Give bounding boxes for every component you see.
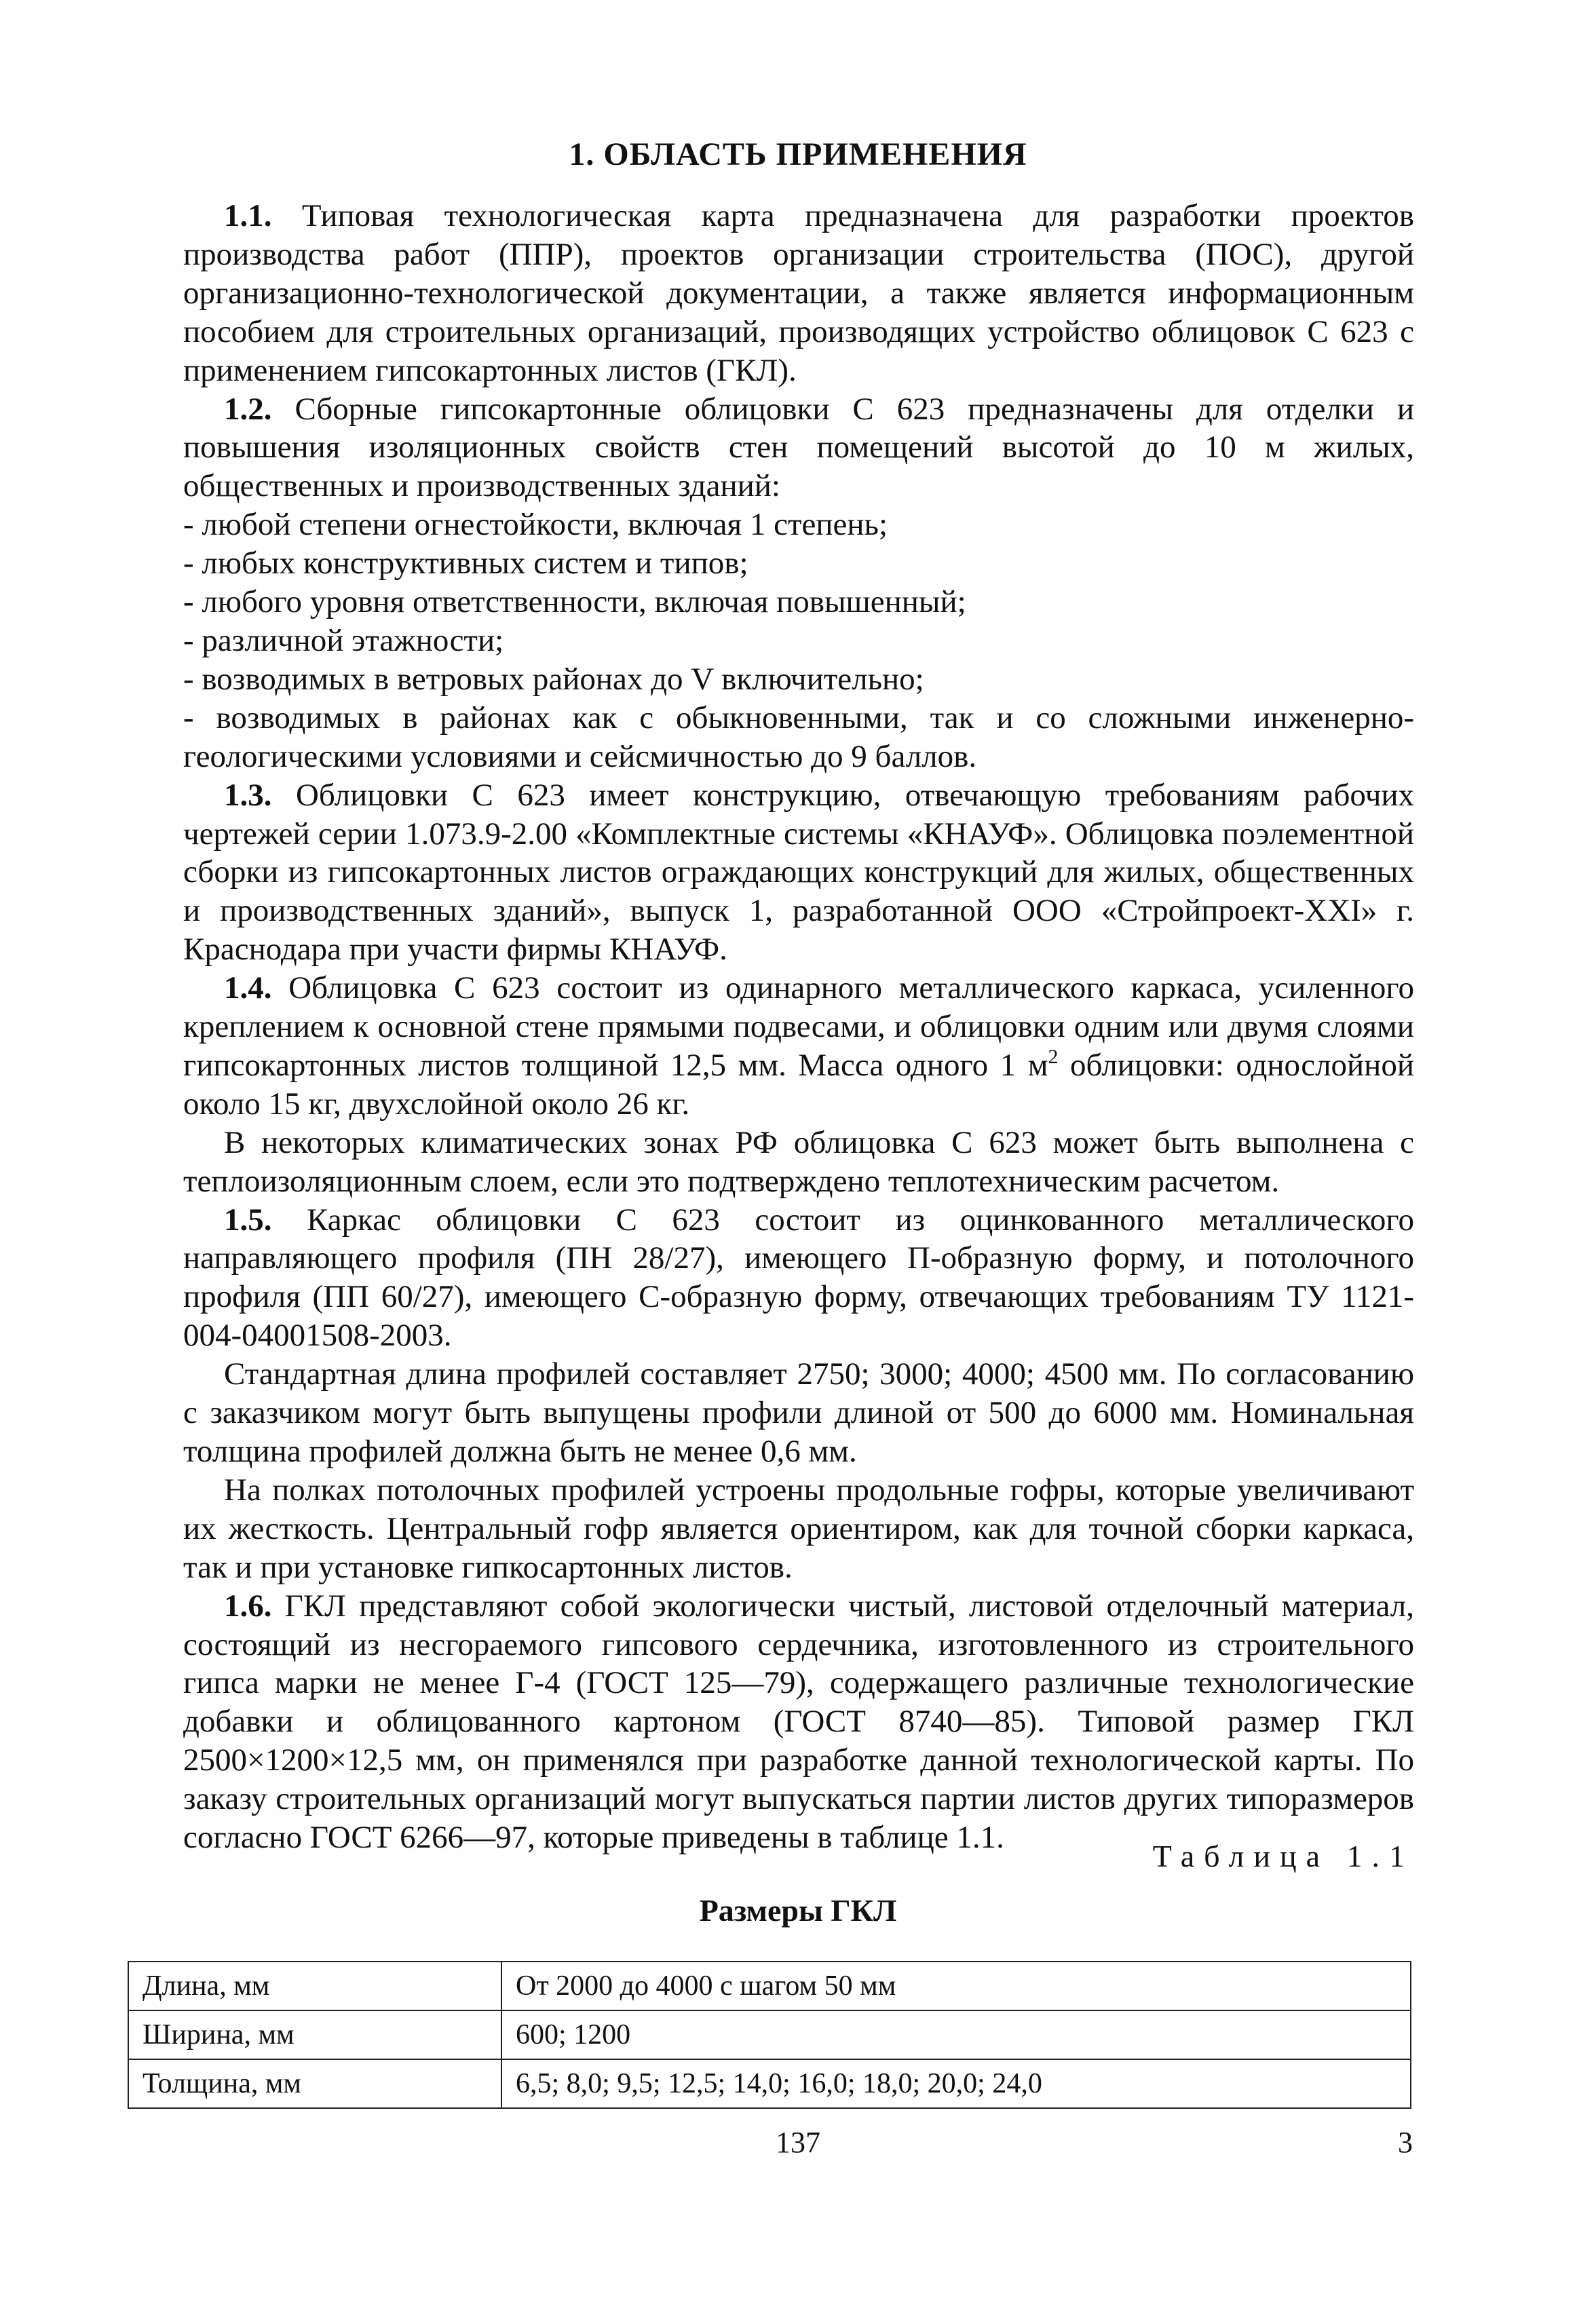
section-heading: 1. ОБЛАСТЬ ПРИМЕНЕНИЯ	[569, 136, 1027, 172]
list-item: - различной этажности;	[183, 622, 504, 658]
list-item: - любого уровня ответственности, включая повышенный;	[183, 584, 966, 620]
list-item: - возводимых в районах как с обыкновенными, так и со сложными инженерно-геологическими условиями и сейсмичностью до 9 баллов.	[183, 700, 1414, 774]
paragraph-text: Сборные гипсокартонные облицовки С 623 предназначены для отделки и повышения изоляционных свойств стен помещений высотой до 10 м жилых, общественных и производственных зданий:	[183, 391, 1414, 504]
paragraph-number: 1.6.	[224, 1588, 272, 1624]
paragraph-text: На полках потолочных профилей устроены продольные гофры, которые увеличивают их жесткость. Центральный гофр является ориентиром, как для точной сборки каркаса, так и при установке гипкосартонных листов.	[183, 1472, 1414, 1585]
paragraph-text: Стандартная длина профилей составляет 2750; 3000; 4000; 4500 мм. По согласованию с заказчиком могут быть выпущены профили длиной от 500 до 6000 мм. Номинальная толщина профилей должна быть не менее 0,6 мм.	[183, 1356, 1414, 1469]
list-item: - возводимых в ветровых районах до V включительно;	[183, 661, 924, 697]
paragraph-number: 1.3.	[224, 777, 272, 813]
paragraph-number: 1.2.	[224, 391, 272, 427]
paragraph-1-1	[183, 197, 1414, 390]
table-cell-name: Толщина, мм	[128, 2059, 501, 2108]
paragraph-1-2	[183, 390, 1414, 506]
document-body	[183, 197, 1414, 1857]
paragraph-1-3	[183, 776, 1414, 970]
table-caption: Размеры ГКЛ	[699, 1893, 897, 1928]
paragraph-text: ГКЛ представляют собой экологически чистый, листовой отделочный материал, состоящий из несгораемого гипсового сердечника, изготовленного из строительного гипса марки не менее Г-4 (ГОСТ 125—79), содержащего различные технологические добавки и облицованного картоном (ГОСТ 8740—85). Типовой размер ГКЛ 2500×1200×12,5 мм, он применялся при разработке данной технологической карты. По заказу строительных организаций могут выпускаться партии листов других типоразмеров согласно ГОСТ 6266—97, которые приведены в таблице 1.1.	[183, 1588, 1414, 1856]
paragraph-number: 1.1.	[224, 198, 272, 233]
paragraph-text: Типовая технологическая карта предназначена для разработки проектов производства работ (ППР), проектов организации строительства (ПОС), другой организационно-технологической документации, а также является информационным пособием для строительных организаций, производящих устройство облицовок С 623 с применением гипсокартонных листов (ГКЛ).	[183, 198, 1414, 388]
table-cell-value: От 2000 до 4000 с шагом 50 мм	[501, 1962, 1411, 2010]
corner-number: 3	[1398, 2126, 1413, 2159]
page-number: 137	[776, 2126, 820, 2159]
table-cell-value: 6,5; 8,0; 9,5; 12,5; 14,0; 16,0; 18,0; 20,0; 24,0	[501, 2059, 1411, 2108]
paragraph-number: 1.4.	[224, 970, 272, 1006]
table-row	[128, 1962, 1411, 2010]
paragraph-1-5	[183, 1201, 1414, 1356]
table-cell-value: 600; 1200	[501, 2010, 1411, 2059]
paragraph-text: Каркас облицовки С 623 состоит из оцинкованного металлического направляющего профиля (ПН 28/27), имеющего П-образную форму, и потолочного профиля (ПП 60/27), имеющего С-образную форму, отвечающих требованиям ТУ 1121-004-04001508-2003.	[183, 1202, 1414, 1354]
table-cell-name: Ширина, мм	[128, 2010, 501, 2059]
sizes-table	[128, 1961, 1411, 2109]
superscript: 2	[1048, 1045, 1059, 1068]
paragraph-text: облицовки: однослойной около 15 кг, двухслойной около 26 кг.	[183, 1047, 1414, 1122]
table-cell-name: Длина, мм	[128, 1962, 501, 2010]
paragraph-1-4	[183, 969, 1414, 1124]
table-row	[128, 2010, 1411, 2059]
table-row	[128, 2059, 1411, 2108]
table-label: Таблица 1.1	[1152, 1839, 1414, 1873]
list-item: - любой степени огнестойкости, включая 1 степень;	[183, 507, 888, 543]
paragraph-text: Облицовка С 623 состоит из одинарного металлического каркаса, усиленного креплением к основной стене прямыми подвесами, и облицовки одним или двумя слоями гипсокартонных листов толщиной 12,5 мм. Масса одного 1 м	[183, 970, 1414, 1083]
paragraph-number: 1.5.	[224, 1202, 272, 1238]
paragraph-text: В некоторых климатических зонах РФ облицовка С 623 может быть выполнена с теплоизоляционным слоем, если это подтверждено теплотехническим расчетом.	[183, 1124, 1414, 1199]
list-item: - любых конструктивных систем и типов;	[183, 546, 748, 581]
paragraph-text: Облицовки С 623 имеет конструкцию, отвечающую требованиям рабочих чертежей серии 1.073.9-2.00 «Комплектные системы «КНАУФ». Облицовка поэлементной сборки из гипсокартонных листов ограждающих конструкций для жилых, общественных и производственных зданий», выпуск 1, разработанной ООО «Стройпроект-XXI» г. Краснодара при участи фирмы КНАУФ.	[183, 777, 1414, 968]
paragraph-1-6	[183, 1587, 1414, 1857]
